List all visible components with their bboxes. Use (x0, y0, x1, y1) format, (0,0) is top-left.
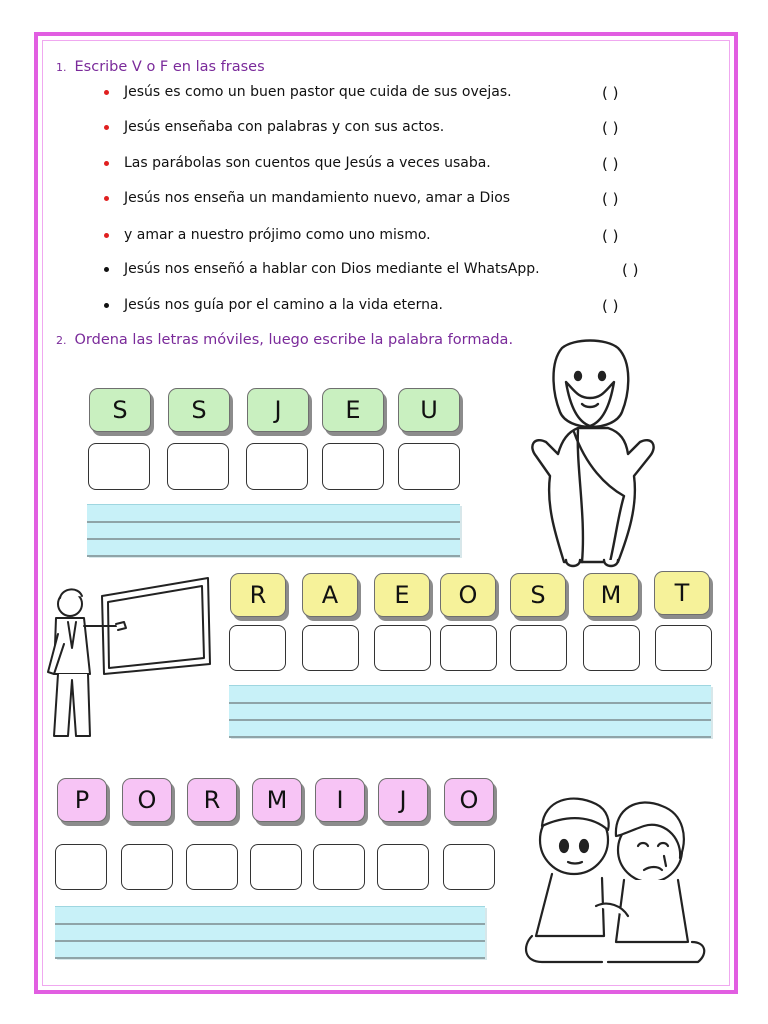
section-2-title-text: Ordena las letras móviles, luego escribe la palabra formada. (74, 332, 514, 348)
answer-box[interactable] (186, 844, 238, 890)
answer-box[interactable] (229, 625, 286, 671)
letter-tile[interactable]: M (252, 778, 302, 822)
letter-tile[interactable]: E (322, 388, 384, 432)
answer-box[interactable] (246, 443, 308, 490)
answer-blank-2[interactable]: ( ) (602, 119, 619, 137)
statement-text: Jesús nos guía por el camino a la vida eterna. (124, 297, 443, 313)
answer-box[interactable] (377, 844, 429, 890)
answer-box[interactable] (302, 625, 359, 671)
children-illustration (512, 786, 712, 970)
letter-tile[interactable]: I (315, 778, 365, 822)
letter-tile[interactable]: M (583, 573, 639, 617)
answer-box[interactable] (374, 625, 431, 671)
answer-box[interactable] (322, 443, 384, 490)
bullet-icon (104, 125, 109, 130)
answer-blank-7[interactable]: ( ) (602, 297, 619, 315)
section-2-number: 2. (56, 334, 67, 347)
letter-tile[interactable]: R (230, 573, 286, 617)
section-1-title (56, 59, 265, 75)
statement-text: Jesús nos enseñó a hablar con Dios mediante el WhatsApp. (124, 261, 540, 277)
answer-blank-5[interactable]: ( ) (602, 227, 619, 245)
letter-tile[interactable]: T (654, 571, 710, 615)
answer-blank-6[interactable]: ( ) (622, 261, 639, 279)
bullet-icon (104, 303, 109, 308)
letter-tile[interactable]: J (247, 388, 309, 432)
bullet-icon (104, 161, 109, 166)
letter-tile[interactable]: S (168, 388, 230, 432)
bullet-icon (104, 90, 109, 95)
statement-text: y amar a nuestro prójimo como uno mismo. (124, 227, 431, 243)
section-1-number: 1. (56, 61, 67, 74)
letter-tile[interactable]: O (444, 778, 494, 822)
bullet-icon (104, 267, 109, 272)
section-2-title (56, 332, 513, 348)
letter-tile[interactable]: S (510, 573, 566, 617)
answer-box[interactable] (398, 443, 460, 490)
letter-tile[interactable]: E (374, 573, 430, 617)
answer-box[interactable] (250, 844, 302, 890)
answer-box[interactable] (55, 844, 107, 890)
writing-lines[interactable] (229, 685, 711, 737)
answer-box[interactable] (313, 844, 365, 890)
letter-tile[interactable]: R (187, 778, 237, 822)
teacher-illustration (46, 574, 214, 742)
answer-box[interactable] (583, 625, 640, 671)
letter-tile[interactable]: A (302, 573, 358, 617)
bullet-icon (104, 196, 109, 201)
letter-tile[interactable]: U (398, 388, 460, 432)
answer-box[interactable] (655, 625, 712, 671)
letter-tile[interactable]: P (57, 778, 107, 822)
answer-blank-1[interactable]: ( ) (602, 84, 619, 102)
letter-tile[interactable]: O (122, 778, 172, 822)
statement-text: Jesús nos enseña un mandamiento nuevo, amar a Dios (124, 190, 511, 206)
statement-text: Jesús es como un buen pastor que cuida de sus ovejas. (124, 84, 512, 100)
bullet-icon (104, 233, 109, 238)
writing-lines[interactable] (55, 906, 485, 958)
answer-box[interactable] (167, 443, 229, 490)
jesus-illustration (506, 336, 674, 568)
answer-box[interactable] (121, 844, 173, 890)
answer-blank-3[interactable]: ( ) (602, 155, 619, 173)
statement-text: Las parábolas son cuentos que Jesús a veces usaba. (124, 155, 491, 171)
section-1-title-text: Escribe V o F en las frases (74, 59, 265, 75)
letter-tile[interactable]: S (89, 388, 151, 432)
letter-tile[interactable]: O (440, 573, 496, 617)
answer-box[interactable] (510, 625, 567, 671)
writing-lines[interactable] (87, 504, 460, 556)
answer-box[interactable] (443, 844, 495, 890)
answer-blank-4[interactable]: ( ) (602, 190, 619, 208)
statement-text: Jesús enseñaba con palabras y con sus actos. (124, 119, 445, 135)
answer-box[interactable] (440, 625, 497, 671)
letter-tile[interactable]: J (378, 778, 428, 822)
answer-box[interactable] (88, 443, 150, 490)
